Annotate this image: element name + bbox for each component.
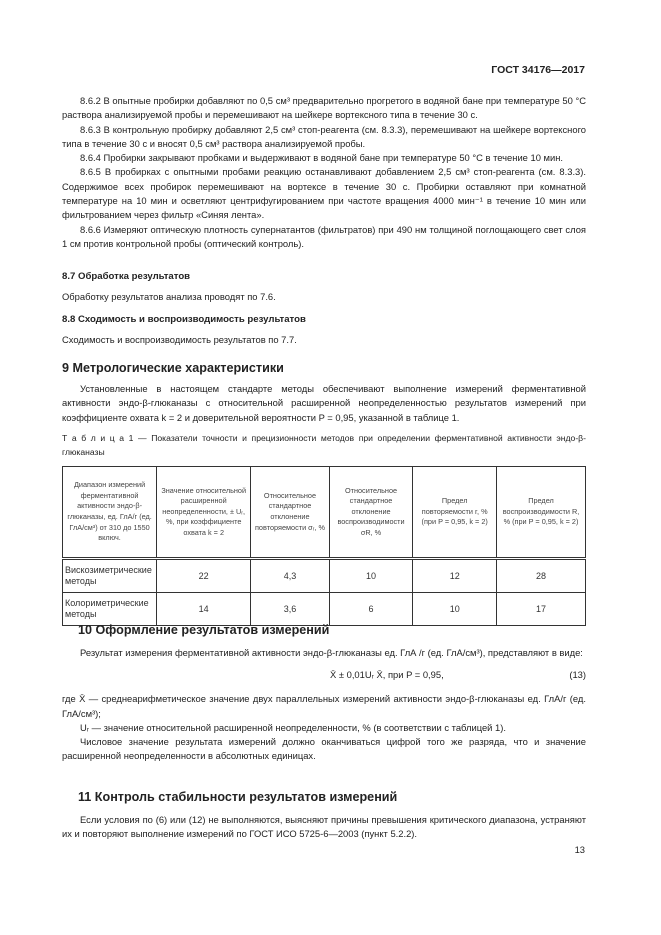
table-header: Относительное стандартное отклонение воспроизводимости σR, % <box>329 467 413 559</box>
section-10 <box>62 622 586 764</box>
section-9 <box>62 360 586 425</box>
table-caption-label: Т а б л и ц а 1 <box>62 433 134 443</box>
table-cell: 22 <box>157 559 251 593</box>
paragraph-8-6-2: 8.6.2 В опытные пробирки добавляют по 0,5 см³ предварительно прогретого в водяной бане при температуре 50 °С раствора анализируемой пробы и перемешивают на шейкере вортексного типа в течение 30 с. <box>62 95 586 121</box>
page-number: 13 <box>574 844 585 855</box>
table-cell: 12 <box>413 559 497 593</box>
paragraph-8-6-4: 8.6.4 Пробирки закрывают пробками и выдерживают в водяной бане при температуре 50 °С в течение 10 мин. <box>80 152 564 164</box>
document-id: ГОСТ 34176—2017 <box>491 64 585 76</box>
section-heading: 11 Контроль стабильности результатов измерений <box>78 790 398 804</box>
table-header: Относительное стандартное отклонение повторяемости σᵣ, % <box>251 467 329 559</box>
table-cell: 28 <box>497 559 586 593</box>
section-heading: 9 Метрологические характеристики <box>62 361 284 375</box>
table-cell: Колориметрические методы <box>63 593 157 626</box>
table-caption-text: — Показатели точности и прецизионности методов при определении ферментативной активности эндо-β-глюканазы <box>62 433 586 457</box>
table-cell: 3,6 <box>251 593 329 626</box>
metrology-table <box>62 466 586 626</box>
formula: X̄ ± 0,01Uᵣ X̄, при P = 0,95, <box>330 669 444 681</box>
table-caption <box>62 432 586 459</box>
section-heading: 8.7 Обработка результатов <box>62 271 191 282</box>
table-row <box>63 559 586 593</box>
table-cell: 14 <box>157 593 251 626</box>
table-cell: 4,3 <box>251 559 329 593</box>
formula-number: (13) <box>569 669 586 681</box>
section-heading: 8.8 Сходимость и воспроизводимость результатов <box>62 314 306 325</box>
table-cell: 10 <box>329 559 413 593</box>
section-8-7 <box>62 270 586 304</box>
section-text: Сходимость и воспроизводимость результатов по 7.7. <box>62 334 297 345</box>
section-11 <box>62 789 586 842</box>
section-text: Если условия по (6) или (12) не выполняются, выясняют причины превышения критического диапазона, устраняют их и повторяют выполнение измерений по ГОСТ ИСО 5725-6—2003 (пункт 5.2.2). <box>62 814 586 840</box>
section-text: Обработку результатов анализа проводят по 7.6. <box>62 291 276 302</box>
paragraph-8-6-6: 8.6.6 Измеряют оптическую плотность супернатантов (фильтратов) при 490 нм толщиной поглощающего свет слоя 1 см против контрольной пробы (оптический контроль). <box>62 223 586 249</box>
where-u: Uᵣ — значение относительной расширенной неопределенности, % (в соответствии с таблицей 1). <box>80 721 506 733</box>
table-header: Значение относительной расширенной неопределенности, ± Uᵣ, %, при коэффициенте охвата k = 2 <box>157 467 251 559</box>
table-cell: 6 <box>329 593 413 626</box>
table-cell: Вискозиметрические методы <box>63 559 157 593</box>
table-row <box>63 593 586 626</box>
paragraph-8-6-5: 8.6.5 В пробирках с опытными пробами реакцию останавливают добавлением 2,5 см³ стоп-реагента (см. 8.3.3). Содержимое всех пробирок перемешивают на вортексе в течение 30 с. Пробирки оставляют при комнатной температуре на 10 мин и осветляют центрифугированием при частоте вращения 4000 мин⁻¹ в течение 10 мин или фильтрованием через фильтр «Синяя лента». <box>62 166 586 221</box>
section-8-6 <box>62 94 586 251</box>
table-header: Диапазон измерений ферментативной активности эндо-β-глюканазы, ед. ГлА/г (ед. ГлА/см³) от 310 до 1550 включ. <box>63 467 157 559</box>
where-x: где X̄ — среднеарифметическое значение двух параллельных измерений активности эндо-β-глюканазы ед. ГлА/г (ед. ГлА/см³); <box>62 693 586 719</box>
section-text: Установленные в настоящем стандарте методы обеспечивают выполнение измерений ферментативной активности эндо-β-глюканазы с относительной расширенной неопределенностью результатов измерений при коэффициенте охвата k = 2 и доверительной вероятности P = 0,95, указанной в таблице 1. <box>62 383 586 423</box>
paragraph-8-6-3: 8.6.3 В контрольную пробирку добавляют 2,5 см³ стоп-реагента (см. 8.3.3), перемешивают на шейкере вортексного типа в течение 30 с и вносят 0,5 см³ раствора анализируемой пробы. <box>62 123 586 149</box>
section-8-8 <box>62 313 586 347</box>
table-cell: 10 <box>413 593 497 626</box>
formula-13 <box>62 666 586 688</box>
section-heading: 10 Оформление результатов измерений <box>78 623 330 637</box>
section-text: Числовое значение результата измерений должно оканчиваться цифрой того же разряда, что и значение расширенной неопределенности в абсолютных единицах. <box>62 736 586 762</box>
table-header: Предел воспроизводимости R, % (при P = 0,95, k = 2) <box>497 467 586 559</box>
section-text: Результат измерения ферментативной активности эндо-β-глюканазы ед. ГлА /г (ед. ГлА/см³), представляют в виде: <box>80 647 583 658</box>
table-cell: 17 <box>497 593 586 626</box>
table-header: Предел повторяемости r, % (при P = 0,95, k = 2) <box>413 467 497 559</box>
table-1-block <box>62 432 586 626</box>
